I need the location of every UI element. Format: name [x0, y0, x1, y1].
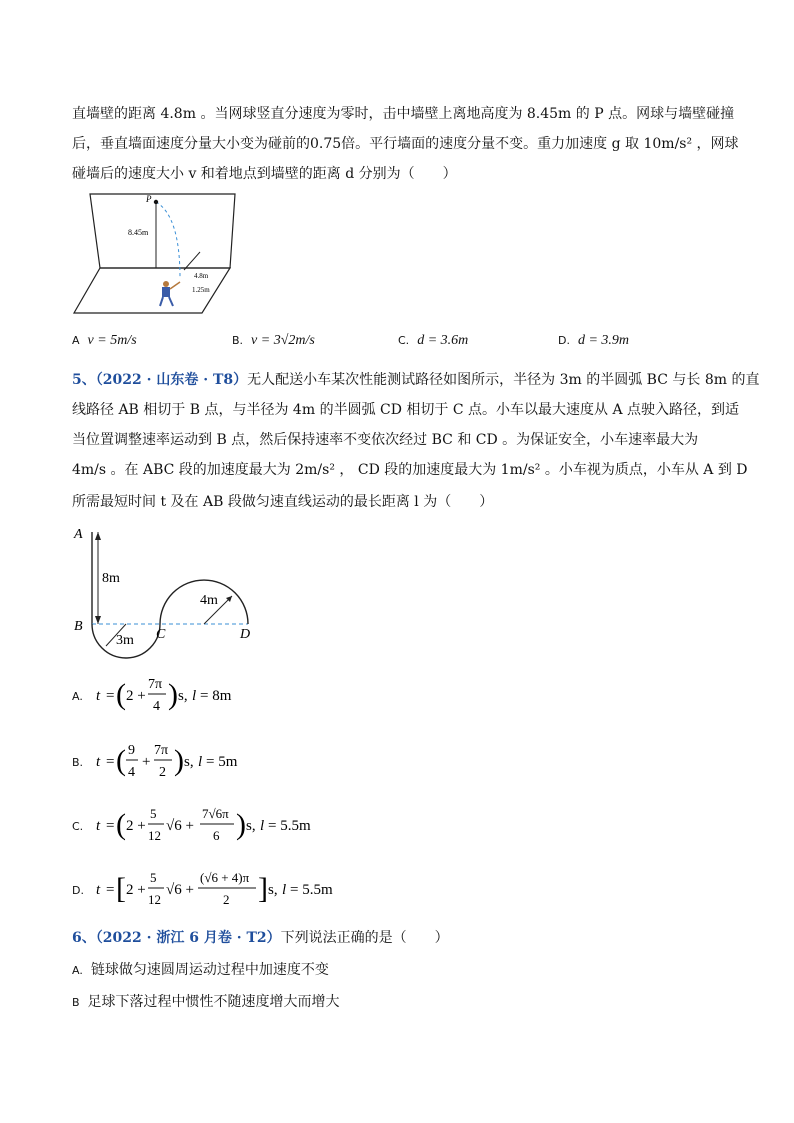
svg-text:9: 9 [128, 743, 135, 758]
label-a: A [74, 527, 83, 542]
q6-stem: 下列说法正确的是（ ） [280, 930, 449, 946]
svg-text:7√6π: 7√6π [202, 806, 229, 821]
point-p [154, 200, 158, 204]
option-label: B. [232, 334, 244, 347]
svg-text:12: 12 [148, 828, 161, 843]
svg-text:= 5m: = 5m [206, 754, 238, 770]
label-3m: 3m [116, 633, 134, 648]
q4-option-c[interactable]: C. d = 3.6m [398, 333, 469, 348]
svg-text:√6 +: √6 + [166, 882, 194, 898]
option-label: D. [72, 884, 84, 897]
svg-text:s,: s, [268, 882, 278, 898]
q5-line-3: 当位置调整速率运动到 B 点，然后保持速率不变依次经过 BC 和 CD 。为保证安全，小车速率最大为 [72, 432, 699, 448]
option-label: A. [72, 964, 83, 977]
q5-line-1: 无人配送小车某次性能测试路径如图所示，半径为 3m 的半圆弧 BC 与长 8m 的直 [247, 372, 760, 388]
svg-text:7π: 7π [148, 677, 163, 692]
option-label: B [72, 996, 80, 1009]
svg-text:l: l [260, 818, 265, 834]
q6-header [72, 928, 449, 948]
svg-text:=: = [106, 754, 115, 770]
q5-figure [68, 520, 268, 660]
svg-text:= 8m: = 8m [200, 688, 232, 704]
svg-text:√6 +: √6 + [166, 818, 194, 834]
label-p: P [146, 194, 152, 204]
svg-text:t: t [96, 882, 101, 898]
option-label: D. [558, 334, 570, 347]
svg-text:l: l [198, 754, 203, 770]
svg-text:=: = [106, 688, 115, 704]
q5-line-5: 所需最短时间 t 及在 AB 段做匀速直线运动的最长距离 l 为（ ） [72, 494, 494, 510]
svg-text:[: [ [116, 872, 126, 905]
svg-text:s,: s, [184, 754, 194, 770]
q4-line-3: 碰墙后的速度大小 v 和着地点到墙壁的距离 d 分别为（ ） [72, 166, 457, 182]
label-125: 1.25m [192, 286, 210, 294]
svg-text:12: 12 [148, 892, 161, 907]
q4-figure [70, 188, 250, 318]
svg-text:2 +: 2 + [126, 688, 146, 704]
q5-option-b[interactable] [72, 752, 91, 773]
svg-text:]: ] [258, 872, 268, 905]
svg-text:(: ( [116, 808, 126, 841]
q4-option-d[interactable]: D. d = 3.9m [558, 333, 630, 348]
svg-text:5: 5 [150, 870, 157, 885]
q5-line-2: 线路径 AB 相切于 B 点，与半径为 4m 的半圆弧 CD 相切于 C 点。小车以最大速度从 A 点驶入路径，到适 [72, 402, 740, 418]
svg-text:s,: s, [178, 688, 188, 704]
svg-text:t: t [96, 754, 101, 770]
q4-line-1: 直墙壁的距离 4.8m 。当网球竖直分速度为零时，击中墙壁上离地高度为 8.45m 的 P 点。网球与墙壁碰撞 [72, 106, 735, 122]
tennis-player [160, 281, 180, 306]
q5-option-d-formula [96, 866, 376, 910]
svg-text:=: = [106, 882, 115, 898]
svg-text:2 +: 2 + [126, 882, 146, 898]
svg-text:2: 2 [223, 892, 230, 907]
q5-option-b-formula [96, 738, 316, 782]
q4-line-2: 后，垂直墙面速度分量大小变为碰前的0.75倍。平行墙面的速度分量不变。重力加速度 g 取 10m/s² ，网球 [72, 136, 739, 152]
svg-text:=: = [106, 818, 115, 834]
svg-text:4: 4 [128, 765, 135, 780]
option-label: C. [72, 820, 84, 833]
q5-option-c-formula [96, 802, 356, 846]
label-d: D [240, 627, 251, 642]
label-48: 4.8m [194, 272, 209, 280]
q6-source: （2022 · 浙江 6 月卷 · T2） [95, 930, 281, 946]
svg-text:(√6 + 4)π: (√6 + 4)π [200, 870, 250, 885]
svg-text:): ) [236, 808, 246, 841]
svg-text:2: 2 [159, 765, 166, 780]
q5-option-a-formula [96, 672, 296, 716]
svg-text:l: l [192, 688, 197, 704]
svg-text:= 5.5m: = 5.5m [290, 882, 333, 898]
option-label: C. [398, 334, 410, 347]
wall-outline [90, 194, 235, 268]
svg-text:= 5.5m: = 5.5m [268, 818, 311, 834]
svg-text:s,: s, [246, 818, 256, 834]
q6-number: 6、 [72, 930, 96, 946]
label-845: 8.45m [128, 228, 149, 237]
label-c: C [156, 627, 166, 642]
svg-text:+: + [142, 754, 151, 770]
svg-text:4: 4 [153, 699, 160, 714]
q5-option-d[interactable] [72, 880, 92, 901]
label-4m: 4m [200, 593, 218, 608]
svg-text:t: t [96, 688, 101, 704]
svg-text:(: ( [116, 678, 126, 711]
q5-header [72, 370, 759, 390]
svg-text:l: l [282, 882, 287, 898]
svg-text:2 +: 2 + [126, 818, 146, 834]
distance-arrow [184, 252, 200, 270]
svg-text:5: 5 [150, 806, 157, 821]
svg-text:7π: 7π [154, 743, 169, 758]
option-label: A [72, 334, 80, 347]
q6-option-a[interactable]: A. 链球做匀速圆周运动过程中加速度不变 [72, 962, 329, 978]
label-b: B [74, 619, 83, 634]
svg-text:(: ( [116, 744, 126, 777]
q4-option-b[interactable]: B. v = 3√2m/s [232, 333, 315, 348]
svg-text:6: 6 [213, 828, 220, 843]
q4-option-a[interactable]: A v = 5m/s [72, 333, 137, 348]
q5-number: 5、 [72, 372, 96, 388]
q5-option-a[interactable] [72, 686, 91, 707]
svg-text:): ) [174, 744, 184, 777]
q5-line-4: 4m/s 。在 ABC 段的加速度最大为 2m/s² ， CD 段的加速度最大为 1m/s² 。小车视为质点，小车从 A 到 D [72, 462, 748, 478]
option-label: B. [72, 756, 84, 769]
q5-source: （2022 · 山东卷 · T8） [95, 372, 248, 388]
ball-trajectory [156, 202, 180, 278]
svg-text:t: t [96, 818, 101, 834]
q5-option-c[interactable] [72, 816, 91, 837]
option-label: A. [72, 690, 83, 703]
label-8m: 8m [102, 571, 120, 586]
svg-text:): ) [168, 678, 178, 711]
q6-option-b[interactable]: B 足球下落过程中惯性不随速度增大而增大 [72, 994, 340, 1010]
